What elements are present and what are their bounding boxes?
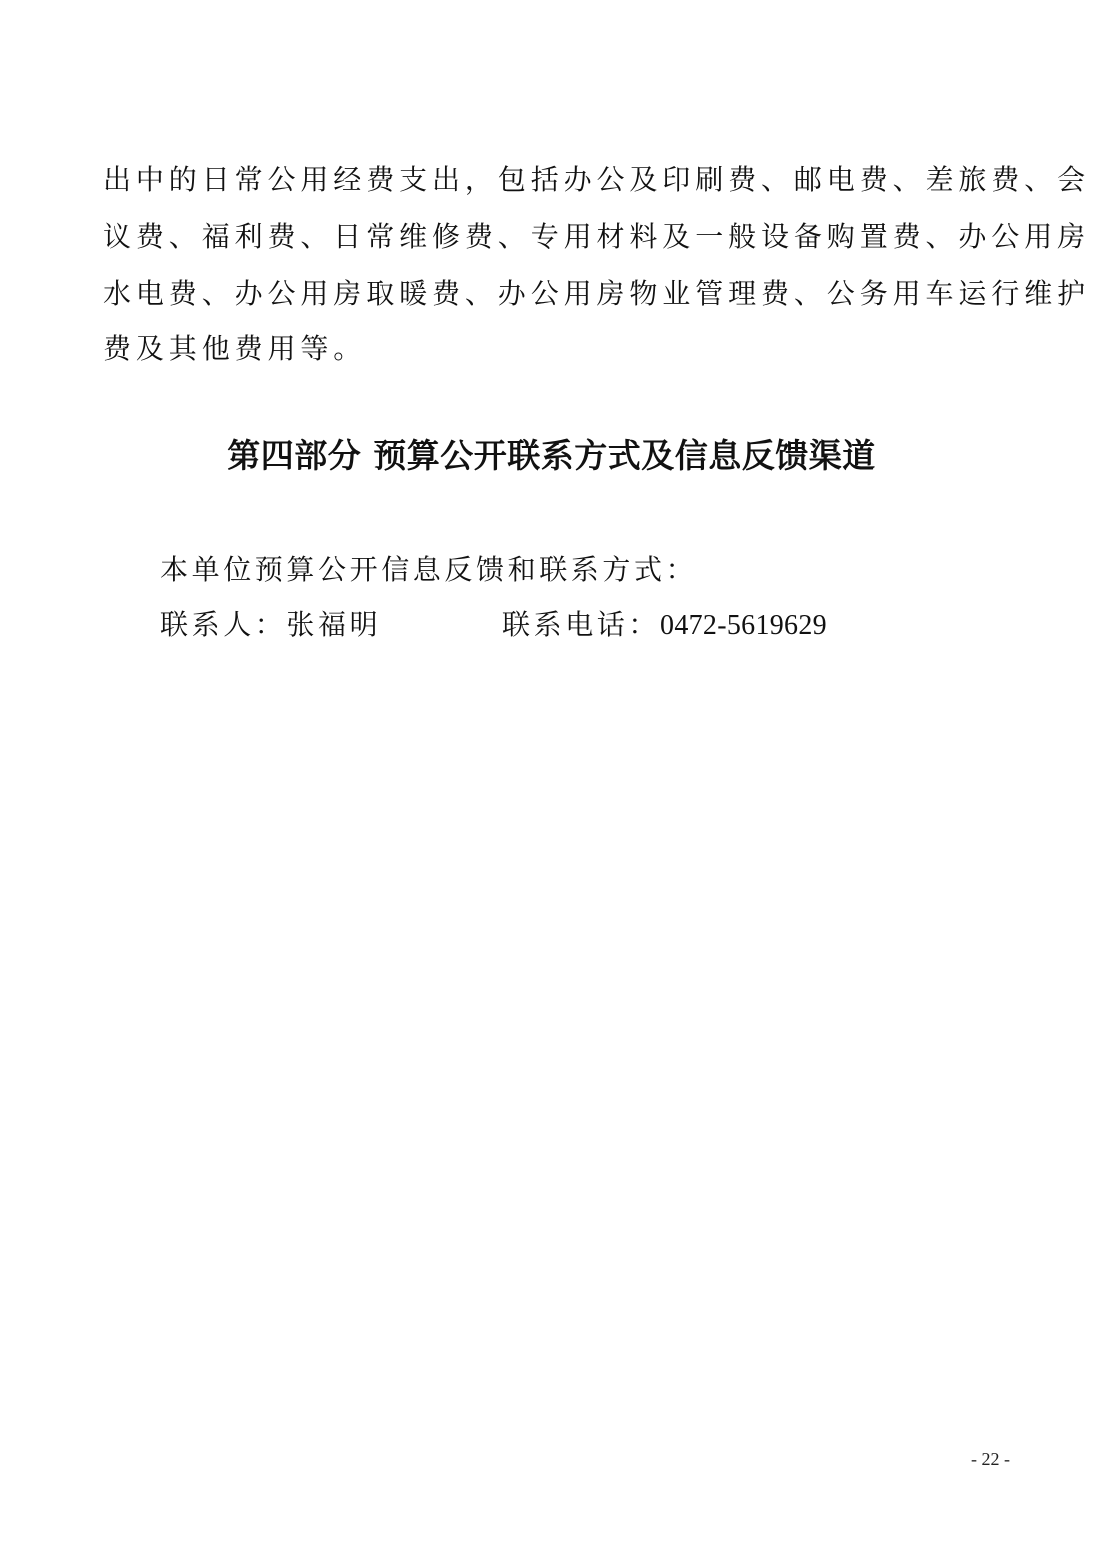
body-paragraph-line-2: 议费、福利费、日常维修费、专用材料及一般设备购置费、办公用房 (103, 220, 1091, 253)
contact-intro: 本单位预算公开信息反馈和联系方式： (160, 553, 698, 586)
body-paragraph-line-3: 水电费、办公用房取暖费、办公用房物业管理费、公务用车运行维护 (103, 277, 1091, 310)
contact-row (160, 605, 960, 649)
contact-person-name: 张福明 (286, 608, 382, 641)
contact-person (160, 605, 381, 645)
body-paragraph-line-1: 出中的日常公用经费支出，包括办公及印刷费、邮电费、差旅费、会 (103, 163, 1091, 196)
contact-person-label: 联系人： (160, 608, 287, 641)
body-paragraph-line-4: 费及其他费用等。 (103, 332, 367, 365)
contact-phone-number: 0472-5619629 (660, 610, 827, 641)
section-heading: 第四部分 预算公开联系方式及信息反馈渠道 (227, 436, 876, 475)
contact-phone (502, 605, 827, 646)
contact-phone-label: 联系电话： (502, 608, 661, 641)
page-number: - 22 - (971, 1449, 1010, 1469)
